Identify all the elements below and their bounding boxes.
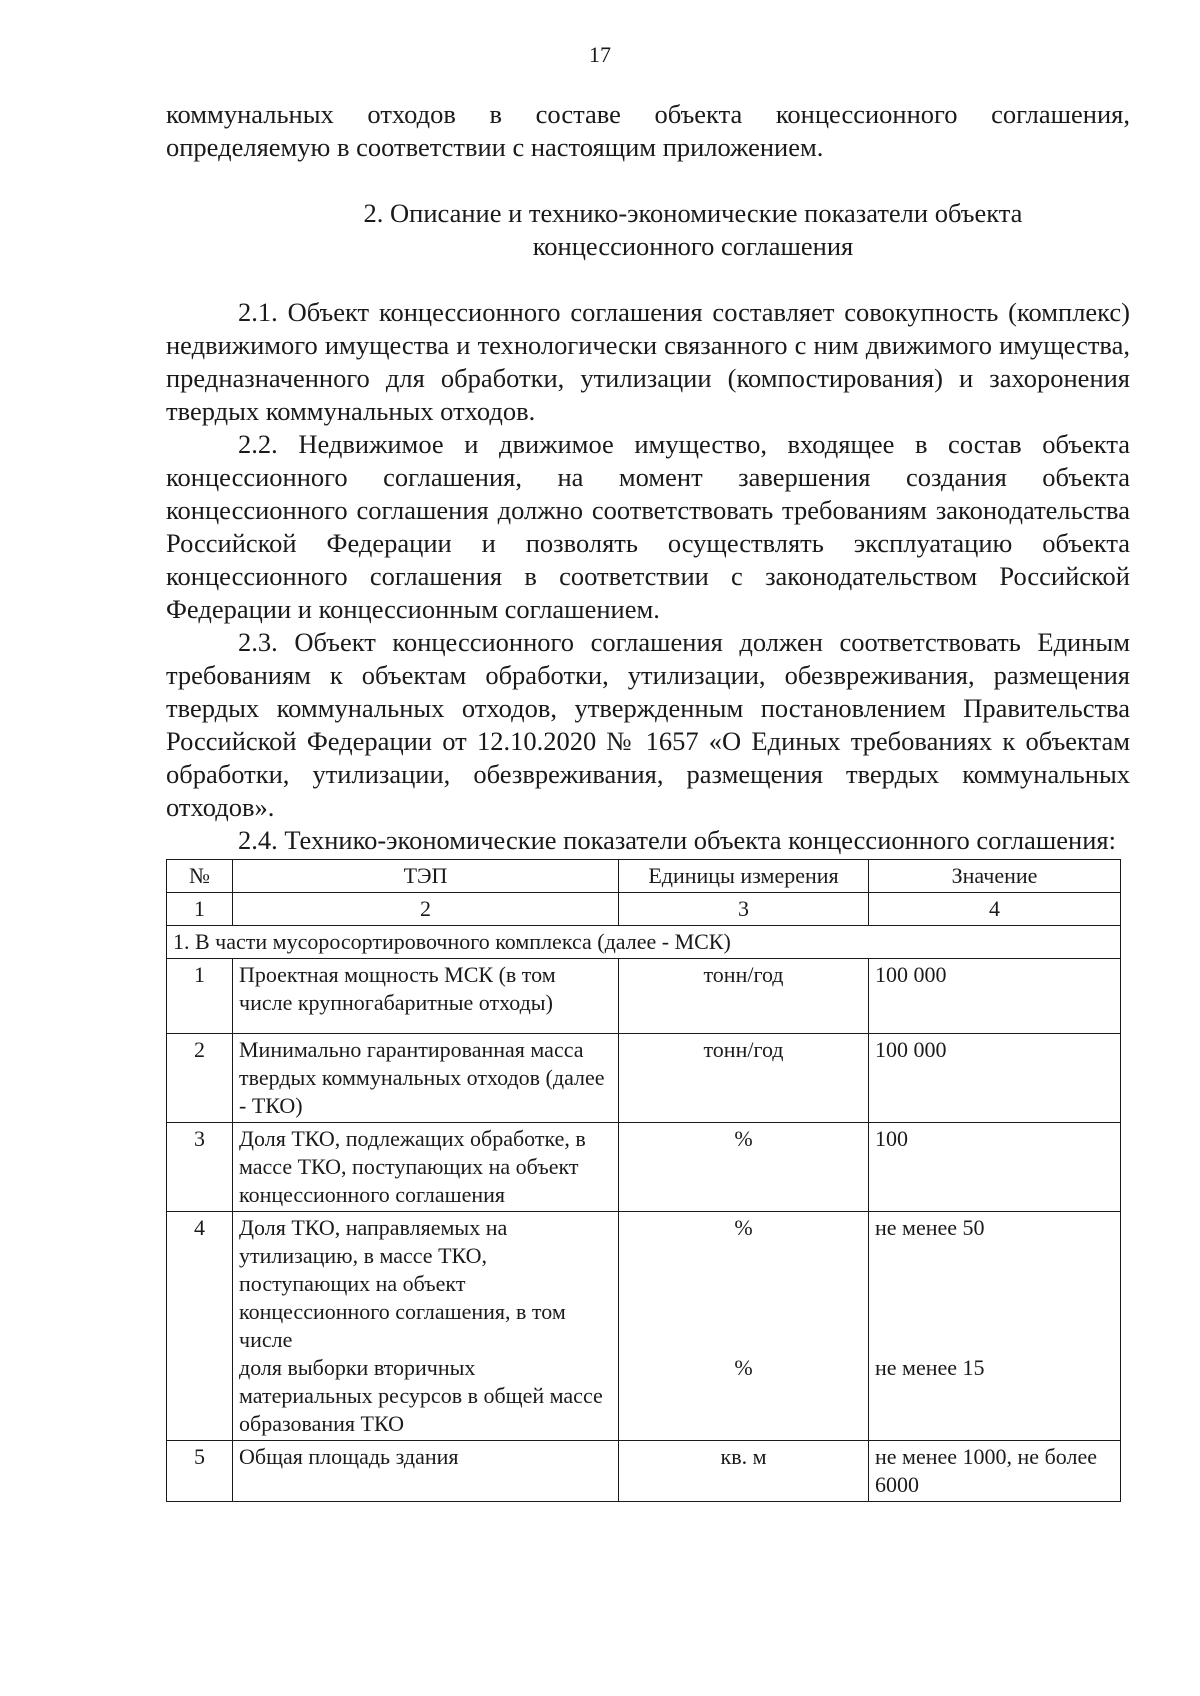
paragraph-2-1: 2.1. Объект концессионного соглашения составляет совокупность (комплекс) недвижимого имущества и технологически связанного с ним движимого имущества, предназначенного для обработки, утилизации (компостирования) и захоронения твердых коммунальных отходов. [166,297,1130,426]
header-tep: ТЭП [233,860,619,893]
table-row [167,1123,1121,1212]
row-unit [619,1212,869,1441]
row-unit: кв. м [619,1441,869,1502]
document-body [166,98,1130,1502]
table-row [167,1034,1121,1123]
row-subvalue-text: не менее 15 [875,1355,985,1380]
row-tep [233,959,619,1034]
row-tep-text: Проектная мощность МСК (в том числе крупногабаритные отходы) [239,962,556,1015]
table-index-row [167,893,1121,926]
spacer [166,164,1130,197]
row-subtep-text: доля выборки вторичных материальных ресурсов в общей массе образования ТКО [239,1355,603,1436]
row-unit: тонн/год [619,959,869,1034]
section-heading-line1: 2. Описание и технико-экономические показатели объекта [363,198,1023,228]
paragraph-2-3: 2.3. Объект концессионного соглашения должен соответствовать Единым требованиям к объектам обработки, утилизации, обезвреживания, размещения твердых коммунальных отходов, утвержденным постановлением Правительства Российской Федерации от 12.10.2020 № 1657 «О Единых требованиях к объектам обработки, утилизации, обезвреживания, размещения твердых коммунальных отходов». [166,627,1130,822]
tep-table [166,859,1121,1502]
section-title-cell: 1. В части мусоросортировочного комплекса (далее - МСК) [167,926,1121,959]
index-cell: 3 [619,893,869,926]
row-value [869,1212,1121,1441]
paragraph-2-2: 2.2. Недвижимое и движимое имущество, входящее в состав объекта концессионного соглашения, на момент завершения создания объекта концессионного соглашения должно соответствовать требованиям законодательства Российской Федерации и позволять осуществлять эксплуатацию объекта концессионного соглашения в соответствии с законодательством Российской Федерации и концессионным соглашением. [166,429,1130,624]
tep-table-wrapper [166,859,1130,1502]
header-num: № [167,860,233,893]
spacer [166,263,1130,296]
table-row [167,1212,1121,1441]
section-heading-line2: концессионного соглашения [532,231,854,261]
spacer [239,1017,612,1031]
row-value: 100 000 [869,959,1121,1034]
row-num: 4 [167,1212,233,1441]
row-tep-text: Доля ТКО, направляемых на утилизацию, в массе ТКО, поступающих на объект концессионного соглашения, в том числе [239,1215,566,1352]
row-tep: Доля ТКО, подлежащих обработке, в массе ТКО, поступающих на объект концессионного соглашения [233,1123,619,1212]
table-section-row [167,926,1121,959]
row-unit: % [619,1123,869,1212]
page-number: 17 [589,42,611,67]
index-cell: 4 [869,893,1121,926]
row-tep [233,1212,619,1441]
row-tep: Минимально гарантированная масса твердых коммунальных отходов (далее - ТКО) [233,1034,619,1123]
row-value: 100 000 [869,1034,1121,1123]
row-num: 1 [167,959,233,1034]
intro-paragraph: коммунальных отходов в составе объекта концессионного соглашения, определяемую в соответствии с настоящим приложением. [166,99,1130,162]
spacer [875,1242,1114,1354]
row-num: 5 [167,1441,233,1502]
header-value: Значение [869,860,1121,893]
index-cell: 2 [233,893,619,926]
table-header-row [167,860,1121,893]
row-value-text: не менее 50 [875,1215,985,1240]
row-tep: Общая площадь здания [233,1441,619,1502]
row-unit-text: % [734,1215,753,1240]
row-subunit-text: % [734,1355,753,1380]
row-value: 100 [869,1123,1121,1212]
row-num: 2 [167,1034,233,1123]
table-row [167,1441,1121,1502]
index-cell: 1 [167,893,233,926]
header-unit: Единицы измерения [619,860,869,893]
paragraph-2-4: 2.4. Технико-экономические показатели объекта концессионного соглашения: [238,825,1116,855]
row-unit: тонн/год [619,1034,869,1123]
spacer [625,1242,862,1354]
row-num: 3 [167,1123,233,1212]
row-value: не менее 1000, не более 6000 [869,1441,1121,1502]
table-row [167,959,1121,1034]
